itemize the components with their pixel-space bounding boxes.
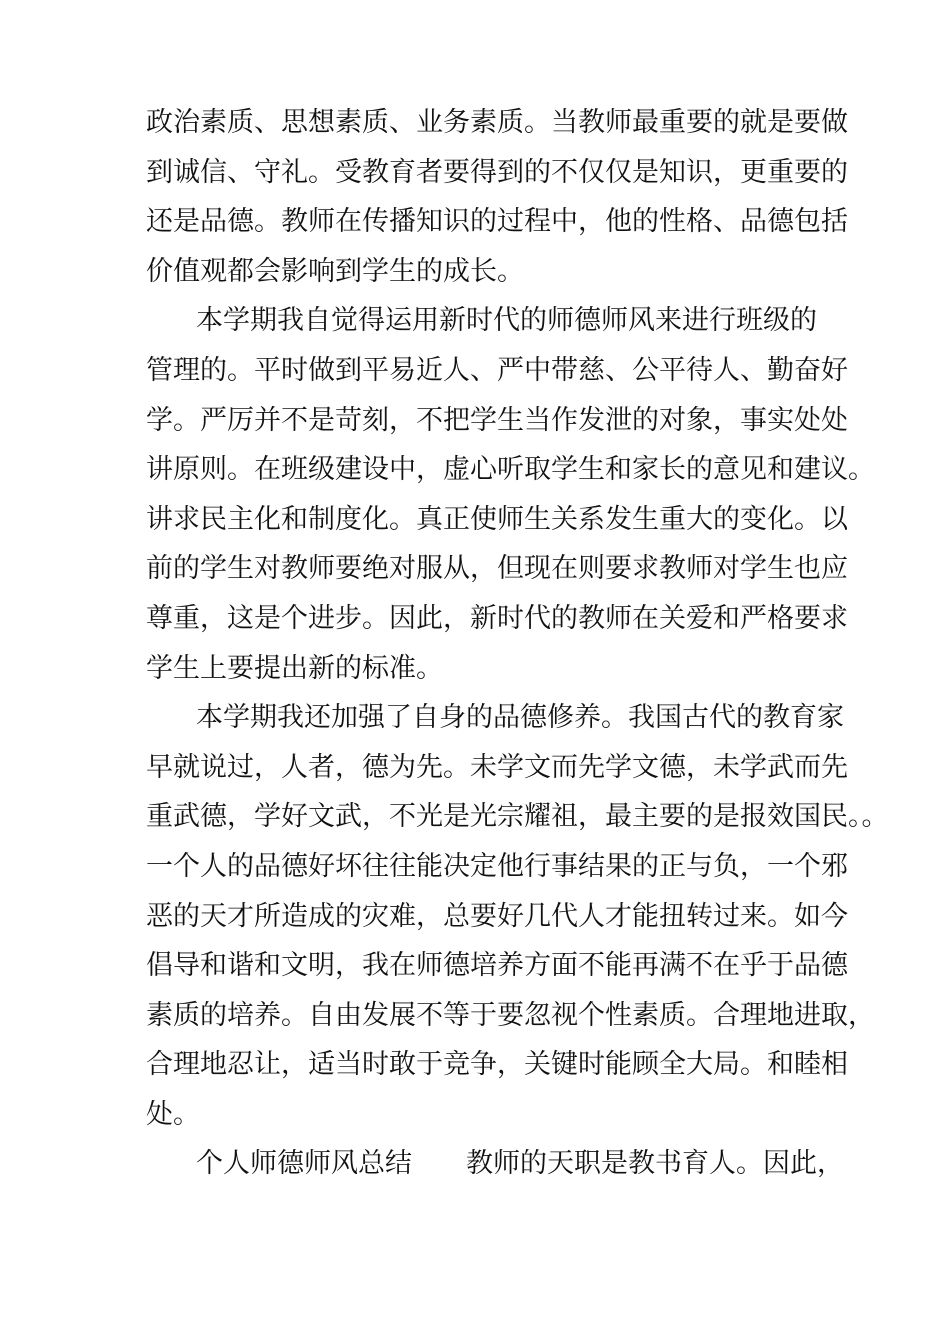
text-line: 处。 — [146, 1098, 200, 1130]
text-line: 倡导和谐和文明，我在师德培养方面不能再满不在乎于品德 — [146, 950, 848, 982]
text-line: 一个人的品德好坏往往能决定他行事结果的正与负，一个邪 — [146, 850, 848, 882]
text-line: 管理的。平时做到平易近人、严中带慈、公平待人、勤奋好 — [146, 354, 848, 386]
text-line: 本学期我还加强了自身的品德修养。我国古代的教育家 — [196, 702, 844, 734]
text-line: 恶的天才所造成的灾难，总要好几代人才能扭转过来。如今 — [146, 900, 848, 932]
text-line: 学生上要提出新的标准。 — [146, 652, 443, 684]
text-line: 讲原则。在班级建设中，虚心听取学生和家长的意见和建议。 — [146, 454, 875, 486]
text-line: 政治素质、思想素质、业务素质。当教师最重要的就是要做 — [146, 107, 848, 138]
text-line: 价值观都会影响到学生的成长。 — [146, 255, 524, 287]
text-line: 学。严厉并不是苛刻，不把学生当作发泄的对象，事实处处 — [146, 404, 848, 436]
document-body — [146, 98, 889, 1189]
text-line: 个人师德师风总结 教师的天职是教书育人。因此， — [196, 1148, 844, 1180]
text-line: 重武德，学好文武，不光是光宗耀祖，最主要的是报效国民。。 — [146, 801, 889, 833]
text-line: 前的学生对教师要绝对服从，但现在则要求教师对学生也应 — [146, 553, 848, 585]
text-line: 讲求民主化和制度化。真正使师生关系发生重大的变化。以 — [146, 503, 848, 535]
text-line: 合理地忍让，适当时敢于竞争，关键时能顾全大局。和睦相 — [146, 1049, 848, 1081]
text-line: 本学期我自觉得运用新时代的师德师风来进行班级的 — [196, 305, 817, 337]
text-line: 还是品德。教师在传播知识的过程中，他的性格、品德包括 — [146, 206, 848, 238]
text-line: 素质的培养。自由发展不等于要忽视个性素质。合理地进取， — [146, 999, 875, 1031]
text-line: 早就说过，人者，德为先。未学文而先学文德，未学武而先 — [146, 751, 848, 783]
text-line: 尊重，这是个进步。因此，新时代的教师在关爱和严格要求 — [146, 602, 848, 634]
text-line: 到诚信、守礼。受教育者要得到的不仅仅是知识，更重要的 — [146, 156, 848, 188]
